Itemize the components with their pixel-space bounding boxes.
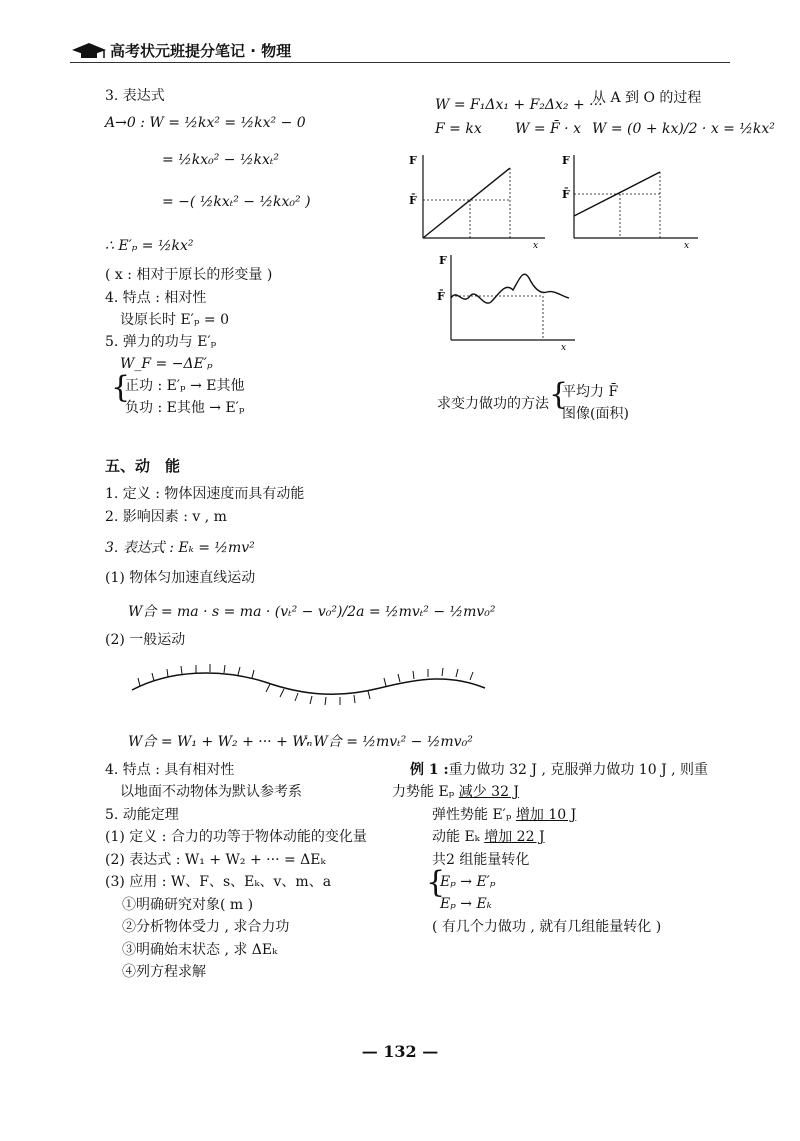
work-title: 5. 弹力的功与 E′ₚ [105,334,217,350]
page-header [70,40,291,61]
graph3-f-label: F [439,254,447,267]
example-ke: 动能 Eₖ [432,829,485,845]
example-note: ( 有几个力做功 , 就有几组能量转化 ) [432,919,662,935]
graph1-x-label: x [533,241,539,250]
avg-work-eq: W = F̄ · x [515,121,581,137]
example-gpe-change: 减少 32 J [458,784,520,800]
graph-irregular [435,250,585,355]
eq-1: A→0 : W = ½kx² = ½kx² − 0 [105,115,306,131]
example-line-1 [410,760,708,780]
ke-theorem-expr: (2) 表达式 : W₁ + W₂ + ··· = ΔEₖ [105,852,326,868]
graph3-fbar-label: F̄ [437,290,445,303]
eq-2: = ½kx₀² − ½kxₜ² [162,152,279,168]
negative-work: 负功 : E其他 → E′ₚ [125,400,245,416]
method-graph-area: 图像(面积) [562,406,629,422]
ke-theorem-app: (3) 应用 : W、F、s、Eₖ、v、m、a [105,874,332,890]
feature-line: 4. 特点 : 相对性 [105,290,207,306]
step-3: ③明确始末状态 , 求 ΔEₖ [122,942,278,958]
graph1-f-label: F [409,154,417,167]
example-line-5: 共2 组能量转化 [432,852,530,868]
graph2-f-label: F [562,154,570,167]
graph3-x-label: x [561,343,567,353]
page-number: — 132 — [361,1042,439,1061]
ke-result-eq: ∴ W合 = ½mvₜ² − ½mv₀² [300,734,473,750]
eq-4: ∴ E′ₚ = ½kx² [105,238,194,254]
example-epe: 弹性势能 E′ₚ [432,807,516,823]
step-4: ④列方程求解 [122,964,206,980]
ke-factors: 2. 影响因素 : v , m [105,509,227,525]
header-title: 高考状元班提分笔记 · 物理 [110,42,292,60]
expr-title: 3. 表达式 [105,88,165,104]
ke-theorem-def: (1) 定义 : 合力的功等于物体动能的变化量 [105,829,367,845]
example-line-2 [392,782,519,802]
work-sum-eq: W = F₁Δx₁ + F₂Δx₂ + ··· [435,97,603,113]
graph1-fbar-label: F̄ [409,194,417,207]
header-rule [70,62,730,63]
ke-theorem-title: 5. 动能定理 [105,807,179,823]
ke-definition: 1. 定义 : 物体因速度而具有动能 [105,486,305,502]
example-line-4 [432,827,545,847]
graduation-cap-icon [70,41,108,61]
ke-reference-frame: 以地面不动物体为默认参考系 [120,784,302,800]
example-text-1: 重力做功 32 J , 克服弹力做功 10 J , 则重 [448,762,709,778]
graph2-fbar-label: F̄ [562,188,570,201]
hooke-eq: F = kx [435,121,482,137]
ke-relativity: 4. 特点 : 具有相对性 [105,762,235,778]
ke-expression: 3. 表达式 : Eₖ = ½mv² [105,540,255,556]
method-average-force: 平均力 F̄ [562,384,619,400]
example-ke-change: 增加 22 J [484,829,545,845]
ke-uniform-accel: (1) 物体匀加速直线运动 [105,570,256,586]
example-line-3 [432,805,576,825]
brace-method: { [549,377,569,412]
brace-left: { [111,370,131,405]
example-epe-change: 增加 10 J [515,807,577,823]
step-1: ①明确研究对象( m ) [122,897,254,913]
section-title: 五、动 能 [105,457,181,475]
note-deformation: ( x : 相对于原长的形变量 ) [105,267,273,283]
example-transfer-2: Eₚ → Eₖ [440,896,492,912]
graph2-x-label: x [684,241,690,250]
ke-general-motion: (2) 一般运动 [105,632,186,648]
graph-linear-intercept [558,150,708,250]
general-motion-path [130,660,490,710]
ke-uniform-eq: W合 = ma · s = ma · (vₜ² − v₀²)/2a = ½mvₜ² − ½mv₀² [128,604,496,620]
ke-sum-eq: W合 = W₁ + W₂ + ··· + Wₙ [128,734,313,750]
step-2: ②分析物体受力 , 求合力功 [122,919,290,935]
example-gpe: 力势能 Eₚ [392,784,459,800]
a-to-o-note: 从 A 到 O 的过程 [592,90,702,106]
example-transfer-1: Eₚ → E′ₚ [440,874,496,890]
example-label: 例 1 : [410,762,449,778]
graph-linear-origin [405,150,555,250]
brace-example: { [426,865,446,900]
work-eq: W_F = −ΔE′ₚ [120,356,213,372]
avg-force-eq: W = (0 + kx)/2 · x = ½kx² [592,121,775,137]
feature-line-2: 设原长时 E′ₚ = 0 [120,312,229,328]
positive-work: 正功 : E′ₚ → E其他 [125,378,245,394]
method-title: 求变力做功的方法 [437,396,549,412]
eq-3: = −( ½kxₜ² − ½kx₀² ) [162,194,311,210]
